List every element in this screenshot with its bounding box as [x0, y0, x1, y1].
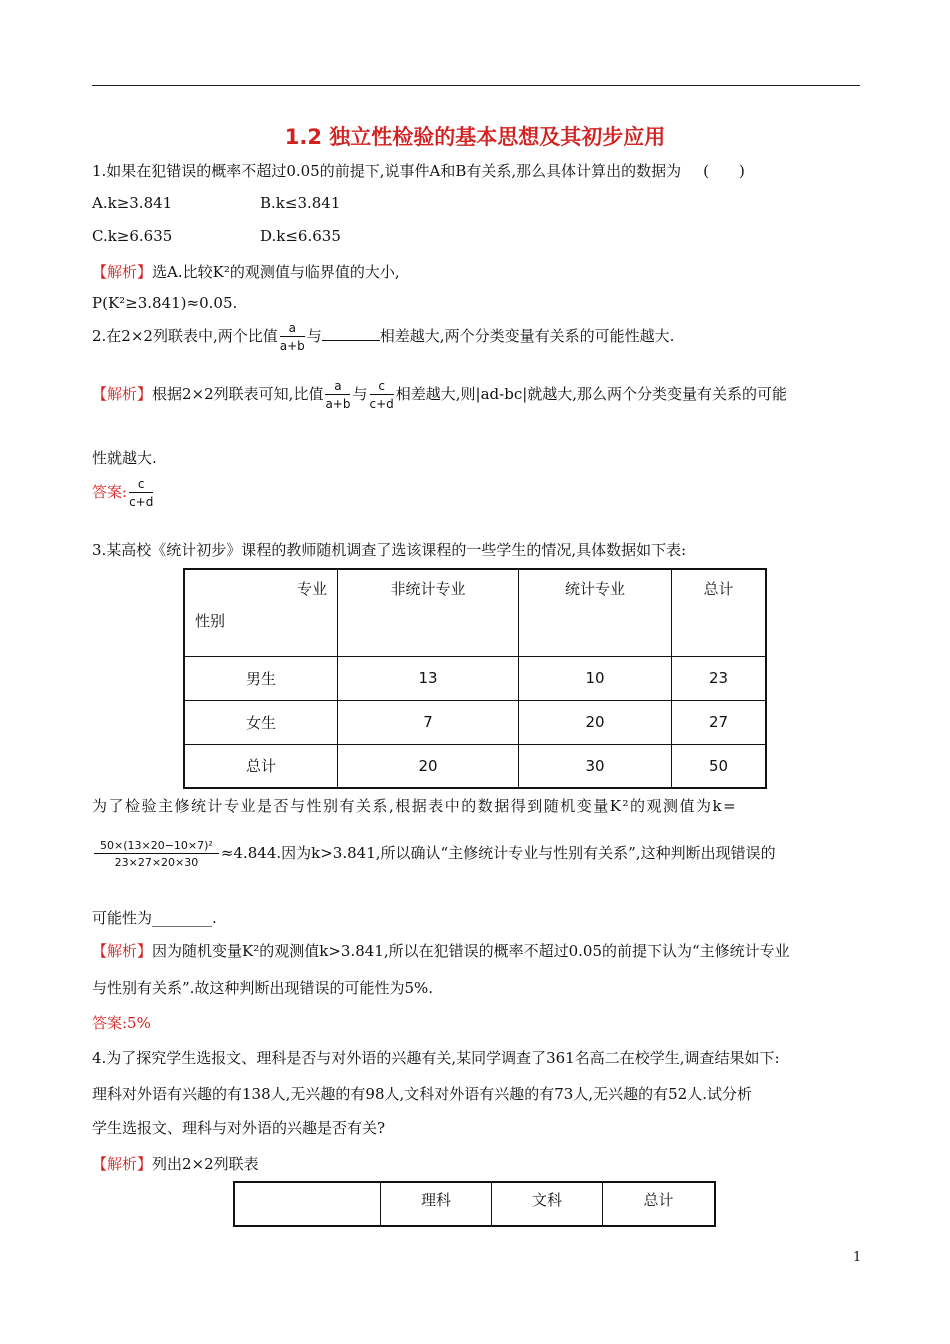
- q2-answer-fraction: $\frac{c}{c+d}$: [129, 477, 154, 509]
- table-header: 总计: [603, 1182, 716, 1226]
- q2-fraction-a: $\frac{a}{a+b}$: [325, 379, 351, 411]
- q2-solution-line2: 性就越大.: [92, 449, 157, 467]
- q3-chi-square-formula: $\frac{\text{50×(13×20−10×7)²}}{23\times 27\times 20\times 30}$: [94, 840, 219, 868]
- q1-option-a[interactable]: A.k≥3.841: [92, 194, 173, 212]
- q2-fraction-c: $\frac{c}{c+d}$: [369, 379, 394, 411]
- solution-tag: 【解析】: [92, 942, 153, 960]
- table-row: 女生 7 20 27: [184, 700, 766, 744]
- q1-options-row2: [92, 227, 341, 245]
- q4-contingency-table: [233, 1181, 716, 1227]
- q1-solution: 【解析】选A.比较K²的观测值与临界值的大小,: [92, 263, 400, 281]
- q3-text1: 为了检验主修统计专业是否与性别有关系,根据表中的数据得到随机变量K²的观测值为k=: [92, 797, 738, 815]
- q4-line1: 4.为了探究学生选报文、理科是否与对外语的兴趣有关,某同学调查了361名高二在校学生,调查结果如下:: [92, 1049, 780, 1067]
- q1-option-b[interactable]: B.k≤3.841: [260, 194, 341, 212]
- q2-fraction-a-over-a-plus-b: $\frac{a}{a+b}$: [279, 321, 305, 353]
- header-rule: [92, 85, 860, 86]
- page-title: 1.2 独立性检验的基本思想及其初步应用: [284, 125, 666, 149]
- solution-tag: 【解析】: [92, 263, 153, 281]
- table-header: 统计专业: [519, 569, 672, 656]
- q4-line2: 理科对外语有兴趣的有138人,无兴趣的有98人,文科对外语有兴趣的有73人,无兴趣的有52人.试分析: [92, 1085, 752, 1103]
- solution-tag: 【解析】: [92, 1155, 153, 1173]
- q3-data-table: [183, 568, 767, 789]
- q4-solution: 【解析】列出2×2列联表: [92, 1155, 259, 1173]
- table-header: 文科: [492, 1182, 603, 1226]
- q3-text3: 可能性为________.: [92, 909, 217, 927]
- q4-line3: 学生选报文、理科与对外语的兴趣是否有关?: [92, 1119, 386, 1137]
- table-header: 理科: [381, 1182, 492, 1226]
- table-header: 非统计专业: [338, 569, 519, 656]
- q2-stem: 2.在2×2列联表中,两个比值 $\frac{a}{a+b}$ 与 相差越大,两个分类变量有关系的可能性越大.: [92, 321, 675, 353]
- q1-option-c[interactable]: C.k≥6.635: [92, 227, 173, 245]
- table-row: 总计 20 30 50: [184, 744, 766, 788]
- q2-answer: 答案: $\frac{c}{c+d}$: [92, 477, 154, 509]
- q1-option-d[interactable]: D.k≤6.635: [260, 227, 341, 245]
- q1-options-row1: [92, 194, 341, 212]
- table-corner-cell: 专业 性别: [184, 569, 338, 656]
- q3-answer: 答案:5%: [92, 1014, 151, 1032]
- solution-tag: 【解析】: [92, 385, 153, 403]
- table-header: [234, 1182, 381, 1226]
- q1-stem: 1.如果在犯错误的概率不超过0.05的前提下,说事件A和B有关系,那么具体计算出的数据为 ( ): [92, 162, 745, 180]
- q3-solution-line2: 与性别有关系”.故这种判断出现错误的可能性为5%.: [92, 979, 434, 997]
- q3-stem: 3.某高校《统计初步》课程的教师随机调查了选该课程的一些学生的情况,具体数据如下表:: [92, 541, 687, 559]
- q2-solution: 【解析】根据2×2列联表可知,比值 $\frac{a}{a+b}$ 与 $\frac{c}{c+d}$ 相差越大,则|ad-bc|就越大,那么两个分类变量有关系的可能: [92, 379, 788, 411]
- q1-solution-line2: P(K²≥3.841)≈0.05.: [92, 294, 238, 312]
- q2-answer-blank[interactable]: [322, 326, 380, 341]
- table-row: 男生 13 10 23: [184, 656, 766, 700]
- q3-solution: 【解析】因为随机变量K²的观测值k>3.841,所以在犯错误的概率不超过0.05的前提下认为“主修统计专业: [92, 942, 790, 960]
- q3-formula-line: $\frac{\text{50×(13×20−10×7)²}}{23\times 27\times 20\times 30}$ ≈4.844.因为k>3.841,所以确认“主修统计专业与性别有关系”,这种判断出现错误的: [92, 840, 776, 868]
- page-number: 1: [853, 1250, 862, 1265]
- table-header: 总计: [672, 569, 767, 656]
